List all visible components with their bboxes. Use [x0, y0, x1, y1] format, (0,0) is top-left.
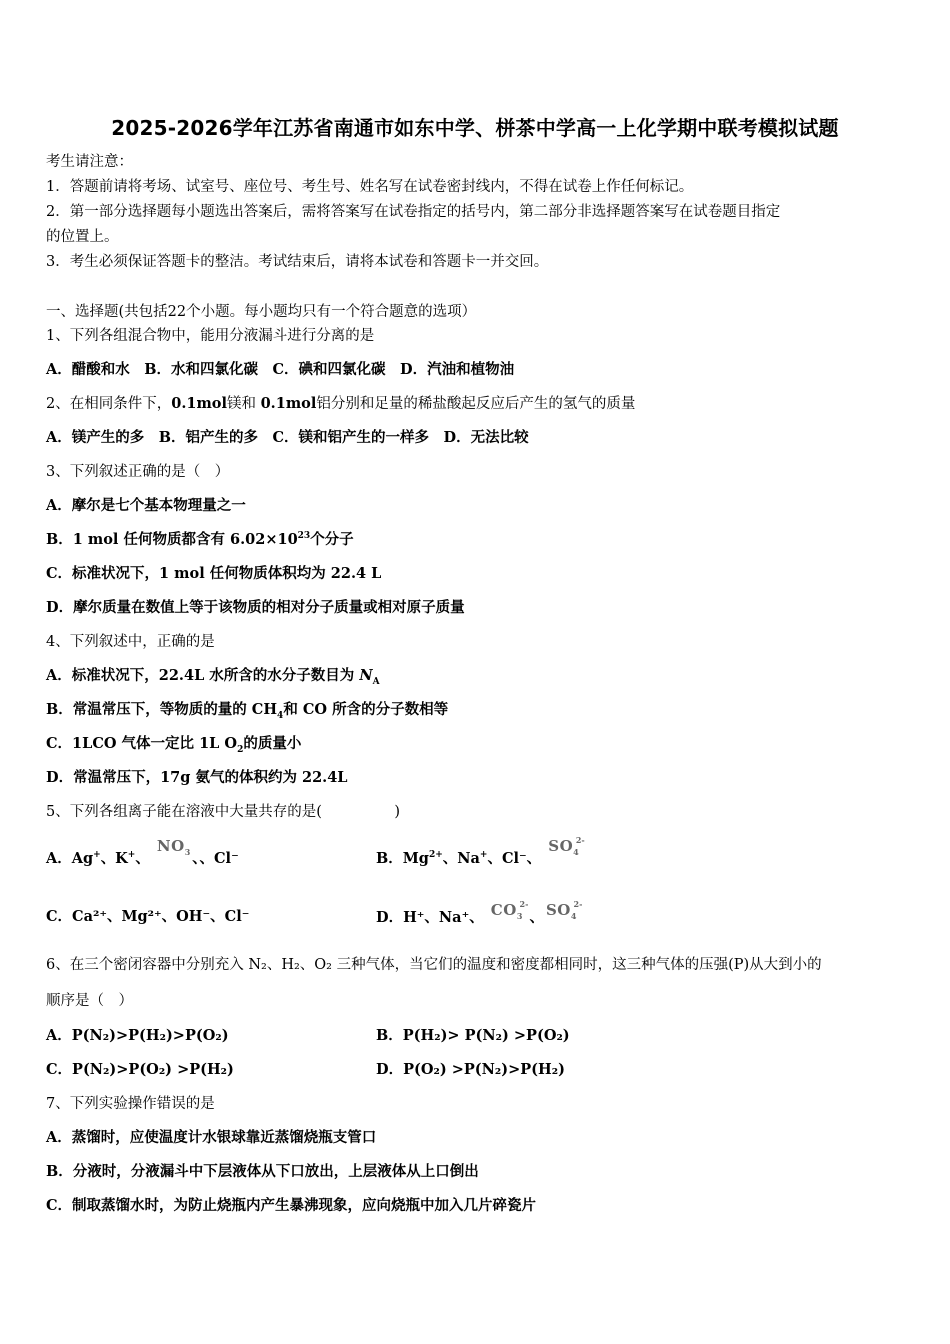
notice-item-1: 1．答题前请将考场、试室号、座位号、考生号、姓名写在试卷密封线内，不得在试卷上作任何标记。: [46, 179, 694, 195]
q5-b-text: 、Cl⁻、: [487, 850, 542, 867]
question-6-stem: 6、在三个密闭容器中分别充入 N₂、H₂、O₂ 三种气体，当它们的温度和密度都相同时，这三种气体的压强(P)从大到小的: [46, 957, 822, 973]
carbonate-formula: CO: [490, 901, 517, 919]
question-3-option-b: [46, 530, 354, 550]
notice-item-2-cont: 的位置上。: [46, 229, 119, 245]
q4-b-subscript: 4: [277, 710, 284, 721]
question-5-option-b: B．$Mg^{2+}$、Na+、Cl⁻、 $SO_4$ 2-: [376, 848, 581, 870]
question-7-option-c: C．制取蒸馏水时，为防止烧瓶内产生暴沸现象，应向烧瓶中加入几片碎瓷片: [46, 1197, 537, 1214]
nitrate-formula: NO: [156, 837, 185, 855]
q5-d-text: D．H⁺、Na⁺、: [376, 909, 484, 926]
notice-heading: 考生请注意：: [46, 154, 133, 170]
sulfate-ion: [548, 835, 585, 858]
question-4-option-c: [46, 734, 301, 754]
carbonate-subscript: 3: [516, 911, 523, 921]
question-3-option-c: C．标准状况下，1 mol 任何物质体积均为 22.4 L: [46, 565, 382, 582]
question-4-stem: 4、下列叙述中，正确的是: [46, 634, 215, 650]
q4-a-text: A．标准状况下，22.4L 水所含的水分子数目为: [46, 667, 360, 684]
q5-a-text: 、Cl⁻: [199, 850, 239, 867]
question-7-option-b: B．分液时，分液漏斗中下层液体从下口放出，上层液体从上口倒出: [46, 1163, 479, 1180]
question-6-stem-cont: 顺序是（ ）: [46, 993, 133, 1009]
question-6-option-d: D．P(O₂) >P(N₂)>P(H₂): [376, 1061, 565, 1078]
question-6-option-a: A．P(N₂)>P(H₂)>P(O₂): [46, 1027, 229, 1044]
section-heading: 一、选择题(共包括22个小题。每小题均只有一个符合题意的选项）: [46, 304, 477, 320]
page-title: 2025-2026学年江苏省南通市如东中学、栟茶中学高一上化学期中联考模拟试题: [111, 116, 839, 140]
q4-a-symbol: N: [359, 667, 373, 684]
notice-item-2: 2．第一部分选择题每小题选出答案后，需将答案写在试卷指定的括号内，第二部分非选择题答案写在试卷题目指定: [46, 204, 781, 220]
sulfate-subscript: 4: [570, 911, 577, 921]
carbonate-charge: 2-: [519, 899, 529, 909]
q2-stem-part: 2、在相同条件下，: [46, 396, 172, 412]
question-5-stem: 5、下列各组离子能在溶液中大量共存的是( ): [46, 804, 401, 820]
question-4-option-d: D．常温常压下，17g 氨气的体积约为 22.4L: [46, 769, 348, 786]
q5-a-text: A．Ag: [46, 850, 94, 867]
question-2-stem: [46, 394, 635, 414]
sulfate-formula: SO: [545, 901, 571, 919]
nitrate-ion: [157, 836, 190, 858]
question-1-options: A．醋酸和水 B．水和四氯化碳 C．碘和四氯化碳 D．汽油和植物油: [46, 361, 515, 378]
q4-b-text: B．常温常压下，等物质的量的 CH: [46, 701, 278, 718]
sulfate-subscript: 4: [573, 847, 579, 857]
q4-b-text: 和 CO 所含的分子数相等: [283, 701, 449, 718]
question-7-stem: 7、下列实验操作错误的是: [46, 1096, 215, 1112]
q2-amount-1: 0.1mol: [171, 395, 227, 412]
sulfate-formula: SO: [548, 837, 574, 855]
question-5-option-a: A．Ag+、K+、 $NO_3$ 、、Cl⁻: [46, 837, 239, 867]
question-6-option-c: C．P(N₂)>P(O₂) >P(H₂): [46, 1061, 234, 1078]
nitrate-subscript: 3: [184, 847, 191, 857]
q5-b-text: 、Na: [442, 850, 480, 867]
question-3-stem: 3、下列叙述正确的是（ ）: [46, 464, 230, 480]
question-3-option-a: A．摩尔是七个基本物理量之一: [46, 497, 246, 514]
q4-a-subscript: A: [372, 676, 380, 687]
question-2-options: A．镁产生的多 B．铝产生的多 C．镁和铝产生的一样多 D．无法比较: [46, 429, 529, 446]
question-6-option-b: B．P(H₂)> P(N₂) >P(O₂): [376, 1027, 570, 1044]
carbonate-ion: [490, 899, 529, 922]
notice-item-3: 3．考生必须保证答题卡的整洁。考试结束后，请将本试卷和答题卡一并交回。: [46, 254, 549, 270]
q2-stem-part: 铝分别和足量的稀盐酸起反应后产生的氢气的质量: [316, 396, 636, 412]
sulfate-charge: 2-: [575, 835, 585, 845]
q4-c-text: 的质量小: [243, 735, 302, 752]
q3-b-exponent: 23: [297, 531, 311, 542]
q5-b-text: B．Mg: [376, 850, 429, 867]
sulfate-ion-2: [545, 899, 583, 922]
question-4-option-b: [46, 700, 448, 720]
question-5-option-d: D．H⁺、Na⁺、 $CO_3$ 2- 、 $SO_4$ 2-: [376, 907, 578, 929]
q2-stem-part: 镁和: [226, 396, 256, 412]
q4-c-subscript: 2: [237, 744, 244, 755]
question-5-option-c: C．Ca²⁺、Mg²⁺、OH⁻、Cl⁻: [46, 908, 250, 925]
q3-b-text: 个分子: [310, 531, 354, 548]
question-3-option-d: D．摩尔质量在数值上等于该物质的相对分子质量或相对原子质量: [46, 599, 465, 616]
q3-b-text: B．1 mol 任何物质都含有 6.02×10: [46, 531, 298, 548]
question-1-stem: 1、下列各组混合物中，能用分液漏斗进行分离的是: [46, 328, 375, 344]
question-4-option-a: [46, 666, 380, 686]
q4-c-text: C．1LCO 气体一定比 1L O: [46, 735, 238, 752]
sulfate-charge: 2-: [573, 899, 583, 909]
q5-a-text: 、K: [100, 850, 128, 867]
q2-amount-2: 0.1mol: [260, 395, 317, 412]
question-7-option-a: A．蒸馏时，应使温度计水银球靠近蒸馏烧瓶支管口: [46, 1129, 377, 1146]
